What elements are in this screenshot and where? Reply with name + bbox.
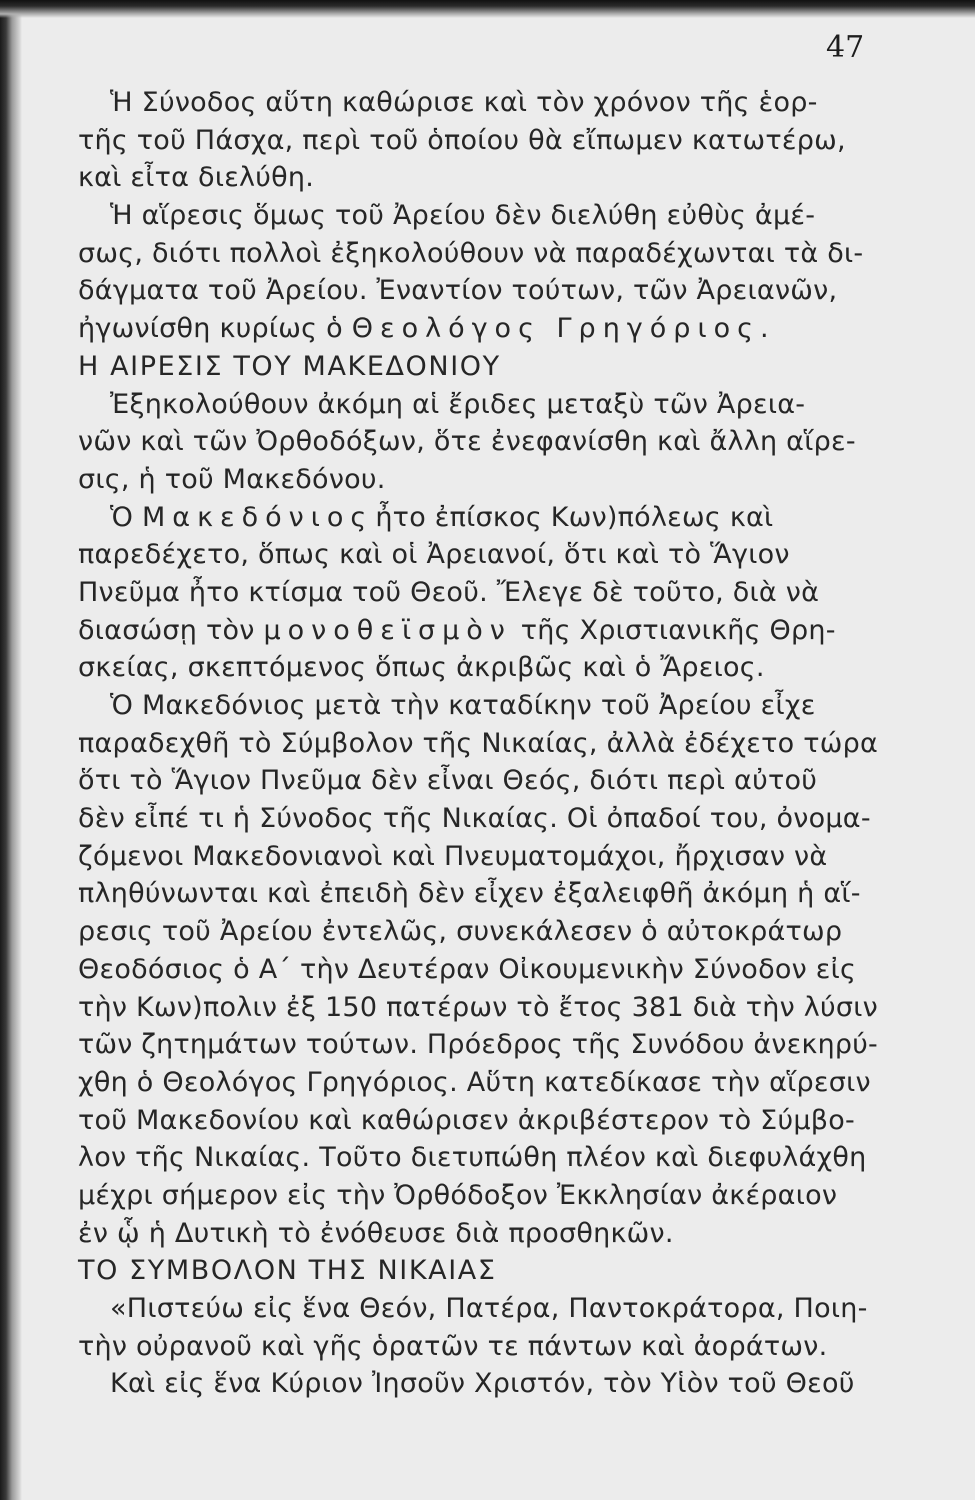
text-line — [78, 499, 878, 537]
page-number: 47 — [826, 30, 865, 65]
text-line: Πνεῦμα ἦτο κτίσμα τοῦ Θεοῦ. Ἔλεγε δὲ τοῦτο, διὰ νὰ — [78, 576, 820, 608]
text-line: νῶν καὶ τῶν Ὀρθοδόξων, ὅτε ἐνεφανίσθη καὶ ἄλλη αἵρε- — [78, 426, 856, 458]
text-line: τὴν οὐρανοῦ καὶ γῆς ὁρατῶν τε πάντων καὶ ἀοράτων. — [78, 1330, 828, 1362]
text-line: σως, διότι πολλοὶ ἐξηκολούθουν νὰ παραδέχωνται τὰ δι- — [78, 237, 864, 269]
text-line: τῆς τοῦ Πάσχα, περὶ τοῦ ὁποίου θὰ εἴπωμεν κατωτέρω, — [78, 124, 846, 156]
text-run: τῆς Χριστιανικῆς Θρη- — [520, 614, 836, 646]
text-line: πληθύνωνται καὶ ἐπειδὴ δὲν εἶχεν ἐξαλειφθῆ ἀκόμη ἡ αἵ- — [78, 878, 861, 910]
text-line: λον τῆς Νικαίας. Τοῦτο διετυπώθη πλέον καὶ διεφυλάχθη — [78, 1142, 867, 1174]
text-line: Ἐξηκολούθουν ἀκόμη αἱ ἔριδες μεταξὺ τῶν Ἀρεια- — [110, 388, 806, 420]
text-line: ἐν ᾧ ἡ Δυτικὴ τὸ ἐνόθευσε διὰ προσθηκῶν. — [78, 1217, 674, 1249]
text-line: καὶ εἶτα διελύθη. — [78, 162, 315, 194]
text-line: χθη ὁ Θεολόγος Γρηγόριος. Αὕτη κατεδίκασε τὴν αἵρεσιν — [78, 1066, 871, 1098]
spaced-word: μονοθεϊσμὸν — [263, 614, 512, 646]
text-line: δάγματα τοῦ Ἀρείου. Ἐναντίον τούτων, τῶν Ἀρειανῶν, — [78, 275, 838, 307]
text-line: Θεοδόσιος ὁ Α΄ τὴν Δευτέραν Οἰκουμενικὴν Σύνοδον εἰς — [78, 953, 857, 985]
text-line: παρεδέχετο, ὅπως καὶ οἱ Ἀρειανοί, ὅτι καὶ τὸ Ἅγιον — [78, 539, 790, 571]
text-line: Ἡ αἵρεσις ὅμως τοῦ Ἀρείου δὲν διελύθη εὐθὺς ἀμέ- — [110, 200, 816, 232]
text-line — [78, 612, 878, 650]
text-line: ρεσις τοῦ Ἀρείου ἐντελῶς, συνεκάλεσεν ὁ αὐτοκράτωρ — [78, 916, 843, 948]
text-line: ὅτι τὸ Ἅγιον Πνεῦμα δὲν εἶναι Θεός, διότι περὶ αὐτοῦ — [78, 765, 818, 797]
section-heading: ΤΟ ΣΥΜΒΟΛΟΝ ΤΗΣ ΝΙΚΑΙΑΣ — [78, 1255, 497, 1287]
spaced-name: Μακεδόνιο — [142, 501, 351, 533]
text-line: τῶν ζητημάτων τούτων. Πρόεδρος τῆς Συνόδου ἀνεκηρύ- — [78, 1029, 878, 1061]
page-top-shadow — [0, 0, 975, 18]
text-line — [78, 310, 878, 348]
text-line: δὲν εἶπέ τι ἡ Σύνοδος τῆς Νικαίας. Οἱ ὀπαδοί του, ὀνομα- — [78, 803, 871, 835]
text-line: μέχρι σήμερον εἰς τὴν Ὀρθόδοξον Ἐκκλησίαν ἀκέραιον — [78, 1179, 838, 1211]
section-heading: Η ΑΙΡΕΣΙΣ ΤΟΥ ΜΑΚΕΔΟΝΙΟΥ — [78, 350, 501, 382]
text-run: Ὁ — [110, 501, 134, 533]
text-line: Ἡ Σύνοδος αὕτη καθώρισε καὶ τὸν χρόνον τῆς ἑορ- — [110, 87, 818, 118]
text-line: τὴν Κων)πολιν ἐξ 150 πατέρων τὸ ἔτος 381 διὰ τὴν λύσιν — [78, 991, 878, 1023]
text-run: ς ἦτο ἐπίσκος Κων)πόλεως καὶ — [350, 501, 774, 533]
text-line: Ὁ Μακεδόνιος μετὰ τὴν καταδίκην τοῦ Ἀρείου εἶχε — [110, 690, 816, 721]
page-gutter-shadow — [0, 0, 22, 1500]
body-text — [78, 84, 878, 1403]
text-line: σκείας, σκεπτόμενος ὅπως ἀκριβῶς καὶ ὁ Ἄρειος. — [78, 652, 765, 684]
text-line: τοῦ Μακεδονίου καὶ καθώρισεν ἀκριβέστερον τὸ Σύμβο- — [78, 1104, 856, 1136]
text-line: «Πιστεύω εἰς ἕνα Θεόν, Πατέρα, Παντοκράτορα, Ποιη- — [110, 1293, 868, 1324]
text-line: Καὶ εἰς ἕνα Κύριον Ἰησοῦν Χριστόν, τὸν Υἱὸν τοῦ Θεοῦ — [110, 1368, 855, 1400]
spaced-name: Θεολόγος Γρηγόριος. — [351, 313, 776, 345]
text-run: διασώσῃ τὸν — [78, 614, 255, 646]
text-line: σις, ἡ τοῦ Μακεδόνου. — [78, 463, 386, 495]
text-line: ζόμενοι Μακεδονιανοὶ καὶ Πνευματομάχοι, ἤρχισαν νὰ — [78, 840, 828, 872]
text-line: παραδεχθῆ τὸ Σύμβολον τῆς Νικαίας, ἀλλὰ ἐδέχετο τώρα — [78, 727, 879, 759]
text-run: ἠγωνίσθη κυρίως ὁ — [78, 313, 343, 345]
